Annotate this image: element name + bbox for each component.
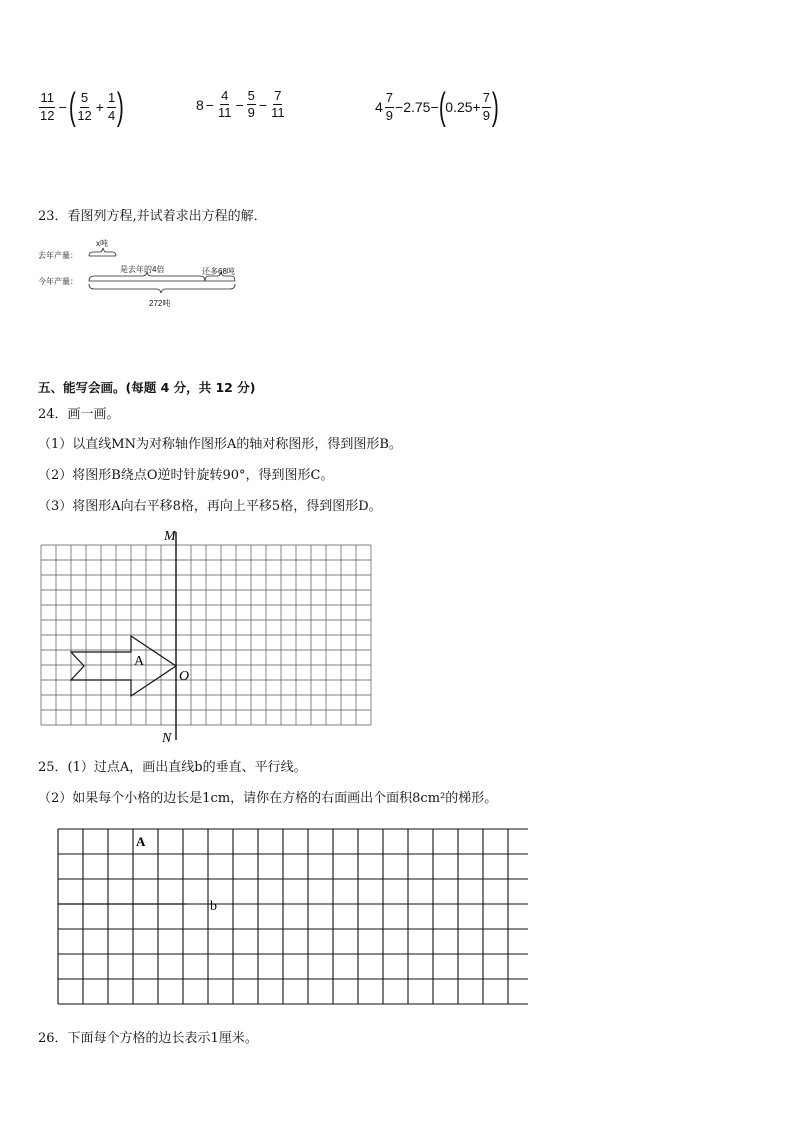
q26-title: 26．下面每个方格的边长表示1厘米。 [38,1031,258,1046]
right-paren: ) [491,86,499,128]
q24-item-1: （1）以直线MN为对称轴作图形A的轴对称图形，得到图形B。 [38,437,402,452]
fraction: $\frac{4}{11}$ [217,88,232,121]
q25-grid [54,824,528,1010]
expression-1: $\frac{11}{12}$ − ( $\frac{5}{12}$ + $\frac{1}{4}$ ) [40,86,125,128]
grid-lines [41,545,371,725]
expression-3: 4 $\frac{7}{9}$ −2.75− ( 0.25+ $\frac{7}{9}$ ) [375,86,499,128]
last-year-label: 去年产量： [38,251,78,260]
left-paren: ( [68,86,76,128]
label-A: A [136,834,146,849]
q23-title: 23．看图列方程,并试着求出方程的解． [38,209,267,224]
brace-x [89,248,116,256]
q23-diagram [38,236,248,312]
label-A: A [134,654,145,669]
q24-grid [40,530,380,746]
right-paren: ) [117,86,125,128]
q24-item-2: （2）将图形B绕点O逆时针旋转90°，得到图形C。 [38,468,334,483]
total-label: 272吨 [149,299,171,308]
label-N: N [162,731,172,746]
fraction: $\frac{7}{11}$ [271,88,285,121]
fraction: $\frac{7}{9}$ [482,90,490,123]
left-paren: ( [438,86,446,128]
fraction: $\frac{5}{12}$ [77,90,92,123]
brace-total [89,284,235,293]
label-O: O [179,669,190,684]
q25-item-2: （2）如果每个小格的边长是1cm，请你在方格的右面画出个面积8cm²的梯形。 [38,791,498,806]
shape-A [71,636,176,696]
fraction: $\frac{1}{4}$ [107,90,116,123]
grid-lines [58,829,528,1004]
fraction: $\frac{7}{9}$ [385,90,394,123]
multiple-label: 是去年的4倍 [120,265,165,274]
more-label: 还多68吨 [202,267,235,276]
x-label: x吨 [96,239,108,248]
section5-title: 五、能写会画。(每题 4 分，共 12 分) [38,380,256,395]
fraction: $\frac{5}{9}$ [247,88,255,121]
q24-title: 24．画一画。 [38,407,120,422]
q25-item-1: 25．(1）过点A，画出直线b的垂直、平行线。 [38,760,307,775]
this-year-label: 今年产量： [38,277,78,286]
symmetry-grid [40,530,380,746]
expression-2: 8 − $\frac{4}{11}$ − $\frac{5}{9}$ − $\frac{7}{11}$ [196,88,285,121]
q24-item-3: （3）将图形A向右平移8格，再向上平移5格，得到图形D。 [38,499,382,514]
fraction: $\frac{11}{12}$ [40,90,55,123]
label-b: b [210,899,217,914]
label-M: M [164,530,176,544]
parallel-grid [54,824,528,1010]
